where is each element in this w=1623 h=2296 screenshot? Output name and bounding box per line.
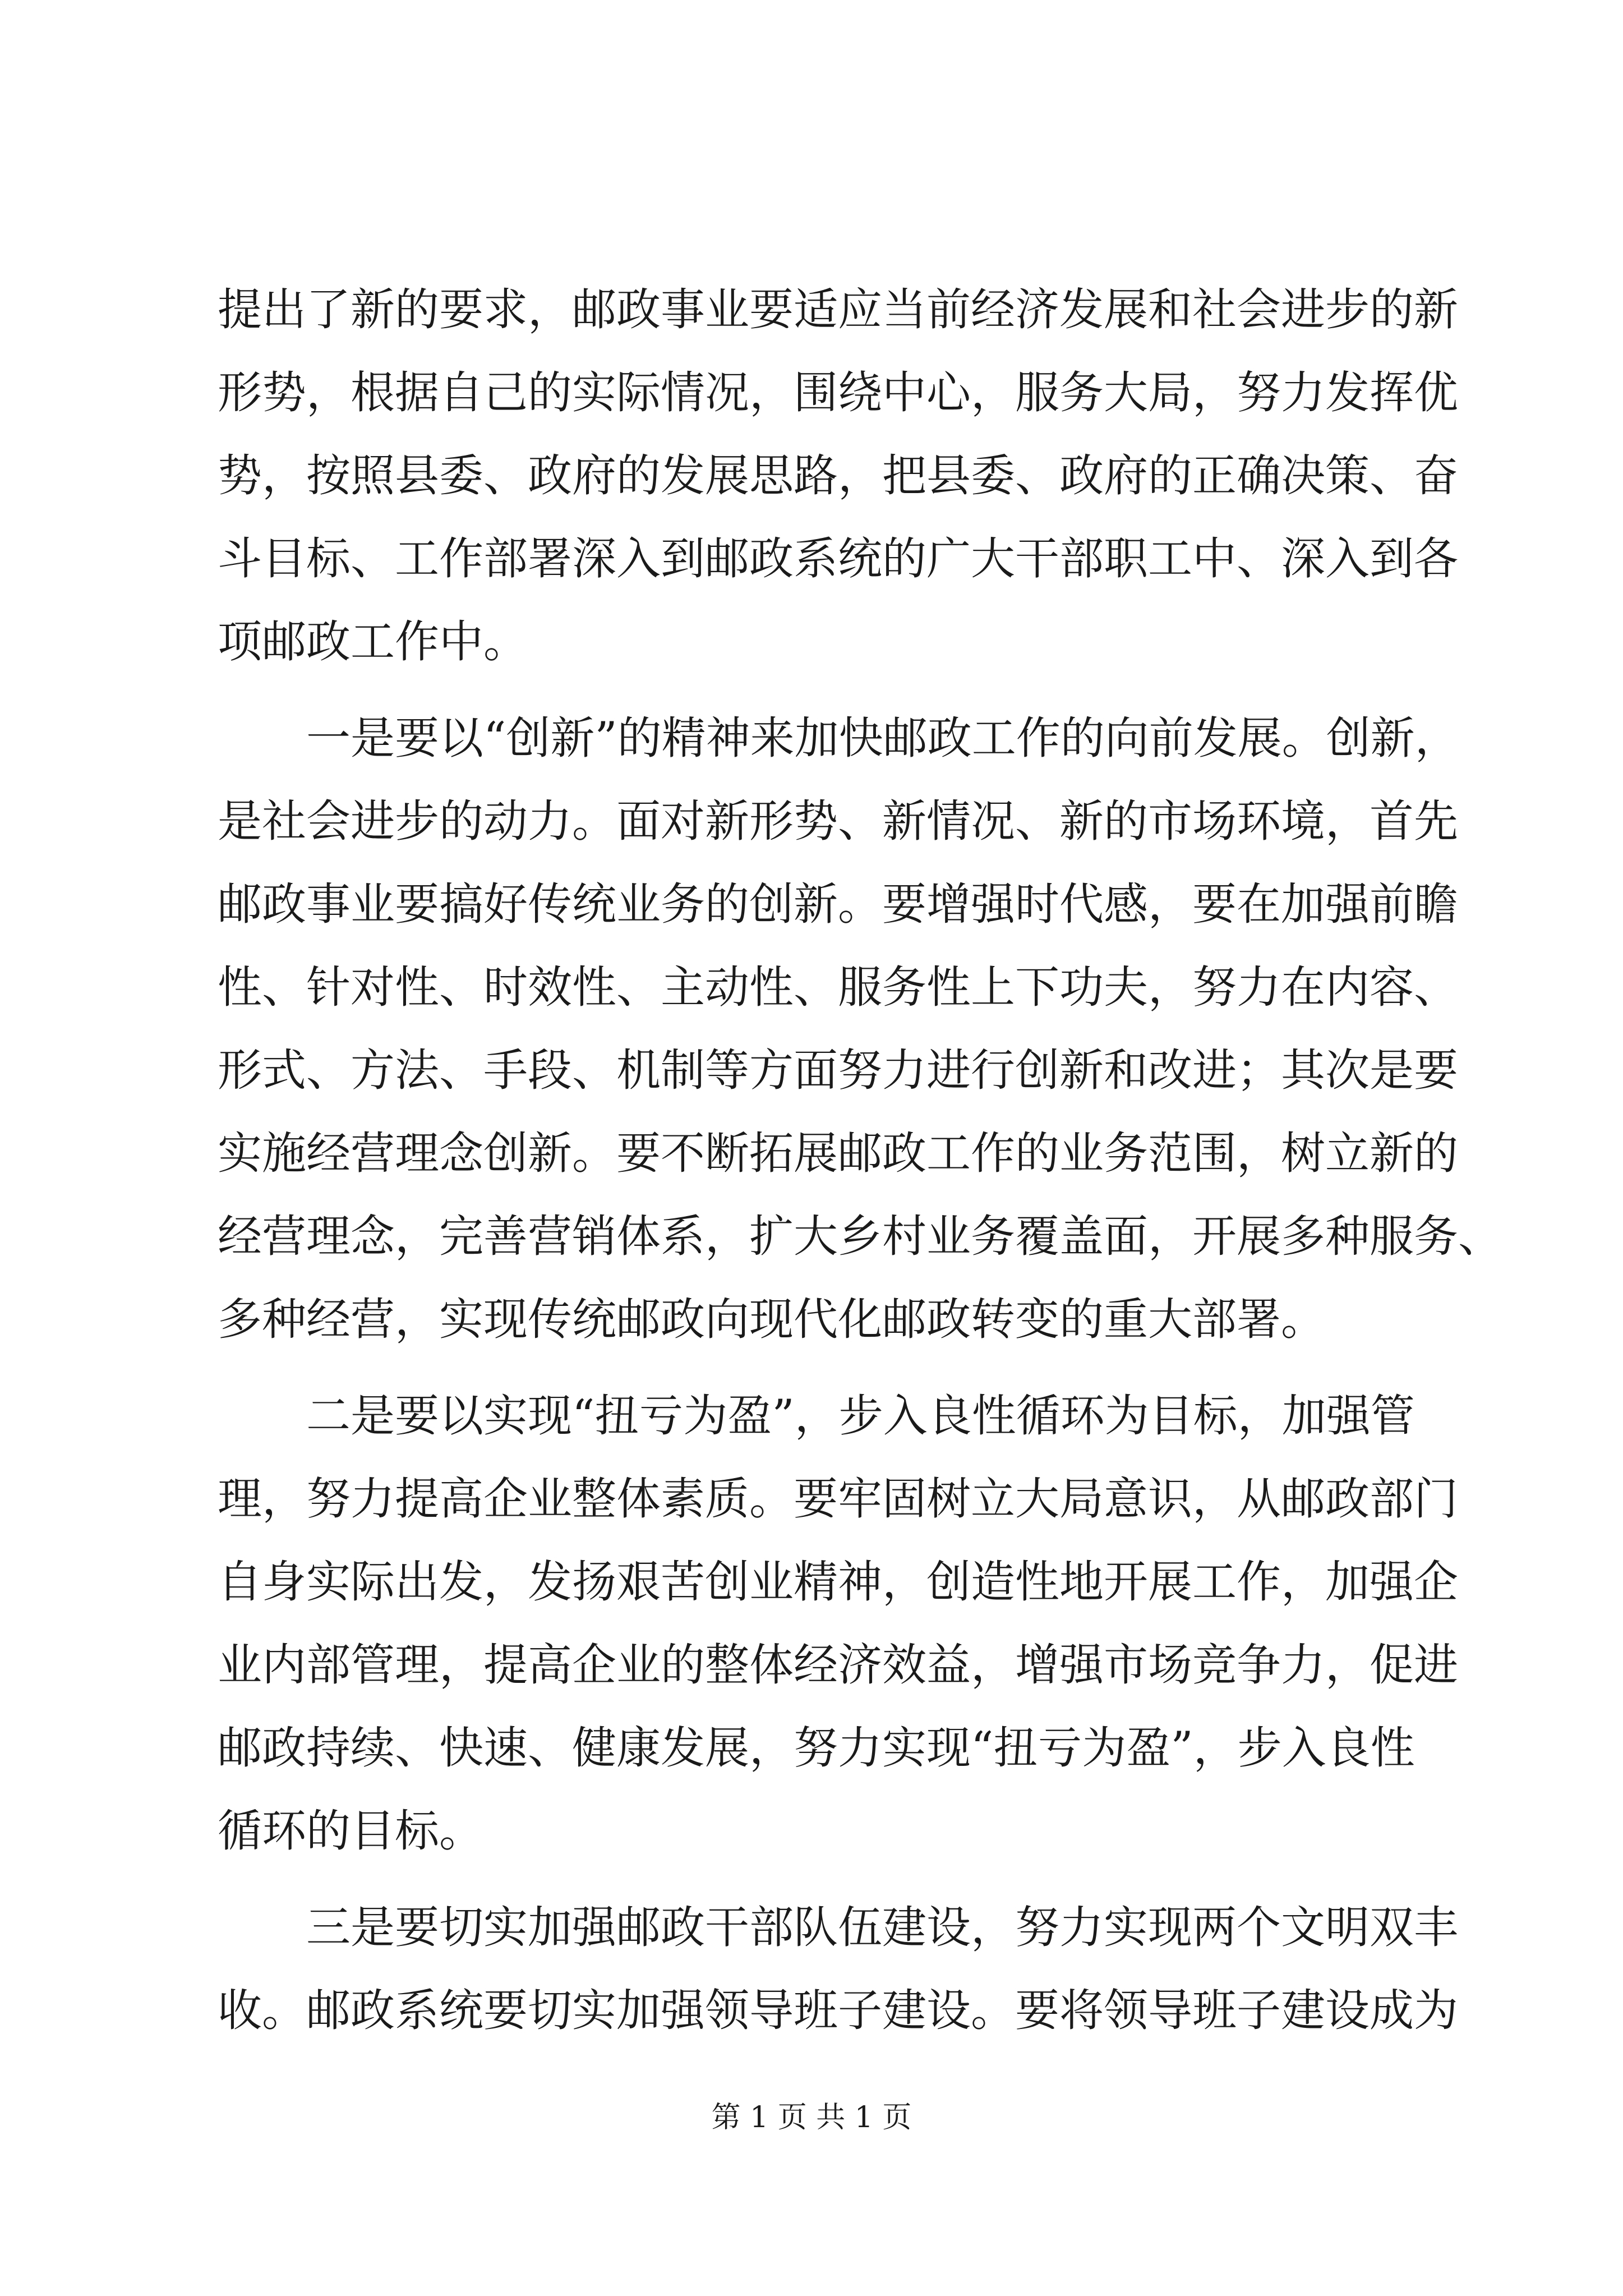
document-body	[218, 268, 1502, 2052]
text-line: 循环的目标。	[218, 1805, 483, 1857]
text-line: 业内部管理，提高企业的整体经济效益，增强市场竞争力，促进	[218, 1639, 1458, 1691]
text-line: 收。邮政系统要切实加强领导班子建设。要将领导班子建设成为	[218, 1985, 1458, 2036]
text-line: 邮政持续、快速、健康发展，努力实现“扭亏为盈”，步入良性	[218, 1722, 1415, 1774]
text-line: 项邮政工作中。	[218, 616, 528, 668]
text-line: 邮政事业要搞好传统业务的创新。要增强时代感，要在加强前瞻	[218, 878, 1458, 930]
paragraph	[218, 697, 1502, 1361]
text-line: 实施经营理念创新。要不断拓展邮政工作的业务范围，树立新的	[218, 1128, 1458, 1179]
paragraph-spacer	[218, 1361, 1407, 1374]
text-line: 理，努力提高企业整体素质。要牢固树立大局意识，从邮政部门	[218, 1473, 1458, 1525]
text-line: 斗目标、工作部署深入到邮政系统的广大干部职工中、深入到各	[218, 533, 1458, 585]
text-line: 是社会进步的动力。面对新形势、新情况、新的市场环境，首先	[218, 795, 1458, 847]
paragraph-spacer	[218, 1872, 1407, 1886]
paragraph	[218, 1886, 1458, 2052]
paragraph	[218, 1374, 1458, 1872]
text-line: 势，按照县委、政府的发展思路，把县委、政府的正确决策、奋	[218, 450, 1458, 501]
paragraph-spacer	[218, 683, 1407, 697]
text-line: 三是要切实加强邮政干部队伍建设，努力实现两个文明双丰	[306, 1902, 1458, 1953]
text-line: 性、针对性、时效性、主动性、服务性上下功夫，努力在内容、	[218, 961, 1458, 1013]
page-footer: 第 1 页 共 1 页	[711, 2101, 912, 2134]
text-line: 提出了新的要求，邮政事业要适应当前经济发展和社会进步的新	[218, 284, 1458, 335]
text-line: 二是要以实现“扭亏为盈”，步入良性循环为目标，加强管	[306, 1390, 1415, 1442]
text-line: 一是要以“创新”的精神来加快邮政工作的向前发展。创新，	[306, 712, 1459, 764]
text-line: 经营理念，完善营销体系，扩大乡村业务覆盖面，开展多种服务、	[218, 1211, 1502, 1262]
text-line: 自身实际出发，发扬艰苦创业精神，创造性地开展工作，加强企	[218, 1556, 1458, 1608]
text-line: 形式、方法、手段、机制等方面努力进行创新和改进；其次是要	[218, 1045, 1458, 1096]
paragraph	[218, 268, 1458, 683]
text-line: 形势，根据自己的实际情况，围绕中心，服务大局，努力发挥优	[218, 367, 1458, 418]
text-line: 多种经营，实现传统邮政向现代化邮政转变的重大部署。	[218, 1294, 1325, 1345]
